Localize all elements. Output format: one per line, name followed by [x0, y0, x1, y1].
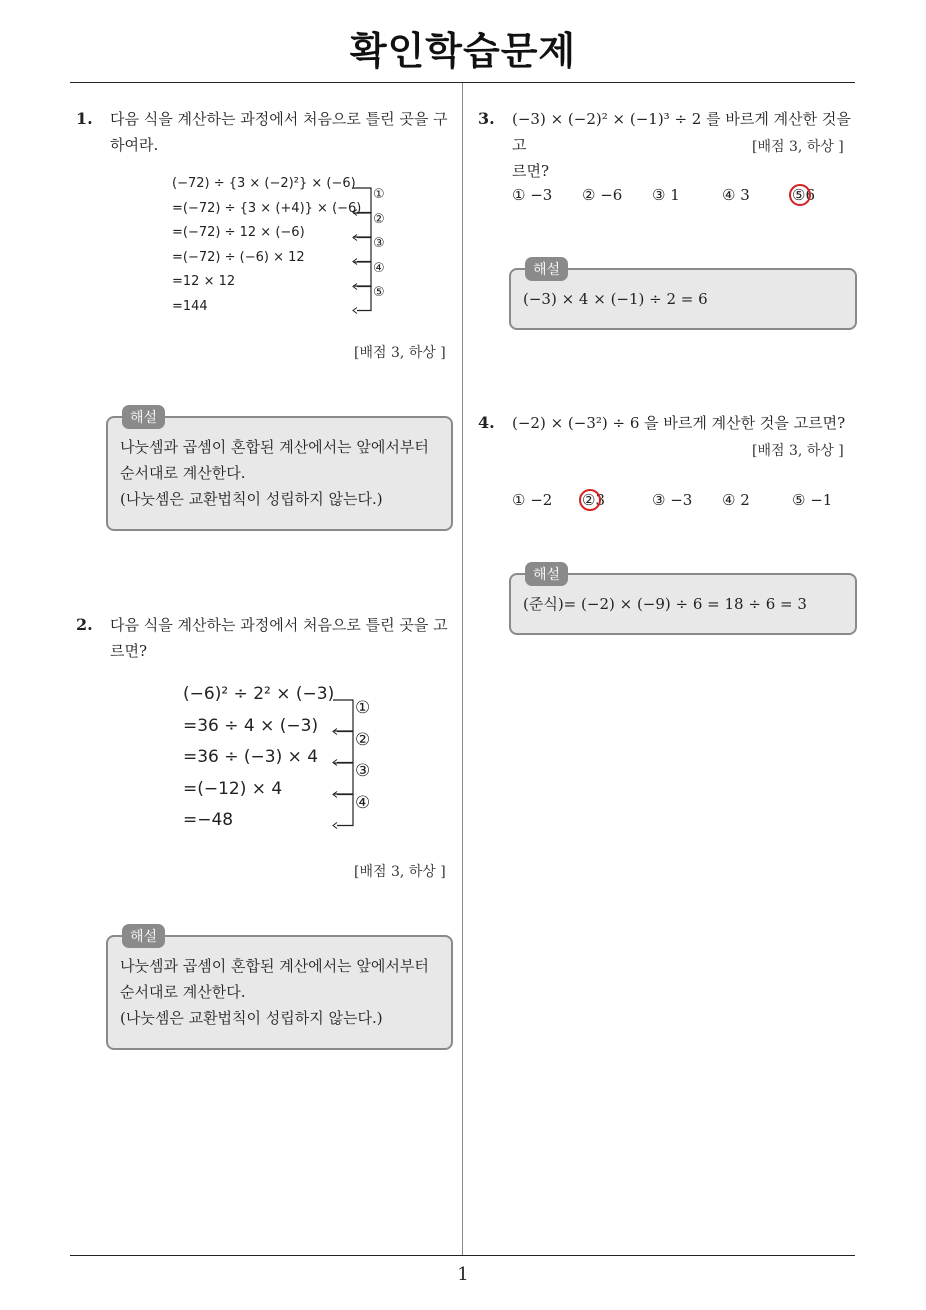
choice-number: ② — [582, 186, 596, 204]
question-text: (−3) × (−2)² × (−1)³ ÷ 2 를 바르게 계산한 것을 고 — [512, 110, 851, 154]
answer-choice[interactable] — [512, 491, 552, 509]
choice-value: 3 — [595, 491, 605, 509]
explanation-box-4 — [509, 567, 857, 635]
question-number: 4. — [478, 413, 495, 432]
explanation-box-3 — [509, 262, 857, 330]
choice-number: ④ — [722, 491, 736, 509]
answer-choice[interactable] — [512, 186, 552, 204]
explanation-text — [120, 434, 441, 512]
calculation-line: =36 ÷ 4 × (−3) — [183, 715, 319, 736]
step-marker: ② — [373, 211, 385, 227]
page-number: 1 — [457, 1264, 469, 1285]
step-marker: ③ — [355, 761, 371, 782]
explanation-box-2 — [106, 929, 453, 1050]
question-text: 다음 식을 계산하는 과정에서 처음으로 틀린 곳을 고 — [110, 616, 448, 634]
question-number: 1. — [76, 109, 93, 128]
calculation-line: =36 ÷ (−3) × 4 — [183, 747, 319, 767]
answer-choice[interactable] — [722, 186, 750, 204]
choice-number: ⑤ — [792, 186, 806, 204]
step-marker: ② — [355, 729, 371, 750]
choice-number: ③ — [652, 491, 666, 509]
answer-choice[interactable] — [582, 186, 622, 204]
explanation-tag: 해설 — [525, 562, 568, 586]
choice-value: 2 — [735, 491, 750, 509]
answer-choice[interactable] — [792, 491, 832, 509]
explanation-line: 순서대로 계산한다. — [120, 983, 246, 1001]
question-1 — [76, 106, 456, 158]
choice-value: 3 — [735, 186, 750, 204]
explanation-line: (준식)= (−2) × (−9) ÷ 6 = 18 ÷ 6 = 3 — [523, 595, 807, 613]
step-marker: ③ — [373, 236, 385, 252]
explanation-box-1 — [106, 410, 453, 531]
choice-value: −3 — [665, 491, 693, 509]
choice-value: 6 — [805, 186, 815, 204]
explanation-line: (−3) × 4 × (−1) ÷ 2 = 6 — [523, 290, 708, 308]
explanation-line: (나눗셈은 교환법칙이 성립하지 않는다.) — [120, 490, 383, 508]
score-label: [배점 3, 하상 ] — [354, 345, 446, 361]
explanation-line: (나눗셈은 교환법칙이 성립하지 않는다.) — [120, 1009, 383, 1027]
step-marker: ④ — [373, 260, 385, 276]
choice-number: ④ — [722, 186, 736, 204]
calculation-line: =(−72) ÷ 12 × (−6) — [172, 225, 305, 240]
question-number: 3. — [478, 109, 495, 128]
explanation-line: 나눗셈과 곱셈이 혼합된 계산에서는 앞에서부터 — [120, 957, 429, 975]
explanation-tag: 해설 — [122, 405, 165, 429]
explanation-tag: 해설 — [122, 924, 165, 948]
question-text: 다음 식을 계산하는 과정에서 처음으로 틀린 곳을 구 — [110, 110, 448, 128]
choice-value: −2 — [525, 491, 553, 509]
answer-choice[interactable] — [582, 491, 605, 509]
question-4 — [478, 410, 858, 436]
step-marker: ④ — [355, 792, 371, 813]
calculation-line: (−6)² ÷ 2² × (−3) — [183, 684, 335, 704]
choice-number: ① — [512, 186, 526, 204]
step-marker: ⑤ — [373, 285, 385, 301]
answer-choice[interactable] — [792, 186, 815, 204]
answer-choice[interactable] — [652, 491, 692, 509]
question-text: (−2) × (−3²) ÷ 6 을 바르게 계산한 것을 고르면? — [512, 414, 846, 432]
choice-number: ③ — [652, 186, 666, 204]
calculation-line: (−72) ÷ {3 × (−2)²} × (−6) — [172, 176, 356, 191]
calculation-line: =(−72) ÷ {3 × (+4)} × (−6) — [172, 200, 362, 216]
choice-number: ① — [512, 491, 526, 509]
step-marker: ① — [355, 698, 371, 719]
page-title: 확인학습문제 — [349, 29, 577, 73]
question-text: 르면? — [110, 642, 148, 660]
calculation-line: =12 × 12 — [172, 274, 236, 289]
question-text: 하여라. — [110, 136, 159, 154]
score-label: [배점 3, 하상 ] — [752, 443, 844, 459]
score-label: [배점 3, 하상 ] — [752, 139, 844, 155]
explanation-tag: 해설 — [525, 257, 568, 281]
explanation-line: 순서대로 계산한다. — [120, 464, 246, 482]
calculation-line: =−48 — [183, 810, 234, 830]
explanation-text — [523, 591, 845, 617]
calculation-line: =144 — [172, 298, 208, 314]
calculation-line: =(−72) ÷ (−6) × 12 — [172, 249, 305, 265]
step-marker: ① — [373, 187, 385, 203]
choice-number: ② — [582, 491, 596, 509]
answer-choice[interactable] — [722, 491, 750, 509]
explanation-line: 나눗셈과 곱셈이 혼합된 계산에서는 앞에서부터 — [120, 438, 429, 456]
question-text: 르면? — [512, 162, 550, 180]
question-number: 2. — [76, 615, 93, 634]
question-2 — [76, 612, 456, 664]
choice-value: −3 — [525, 186, 553, 204]
choice-number: ⑤ — [792, 491, 806, 509]
choice-value: −1 — [805, 491, 833, 509]
explanation-text — [523, 286, 845, 312]
answer-choice[interactable] — [652, 186, 680, 204]
choice-value: −6 — [595, 186, 623, 204]
calculation-line: =(−12) × 4 — [183, 778, 283, 799]
footer-divider — [70, 1255, 855, 1256]
score-label: [배점 3, 하상 ] — [354, 864, 446, 880]
column-divider — [462, 83, 463, 1256]
explanation-text — [120, 953, 441, 1031]
choice-value: 1 — [665, 186, 680, 204]
